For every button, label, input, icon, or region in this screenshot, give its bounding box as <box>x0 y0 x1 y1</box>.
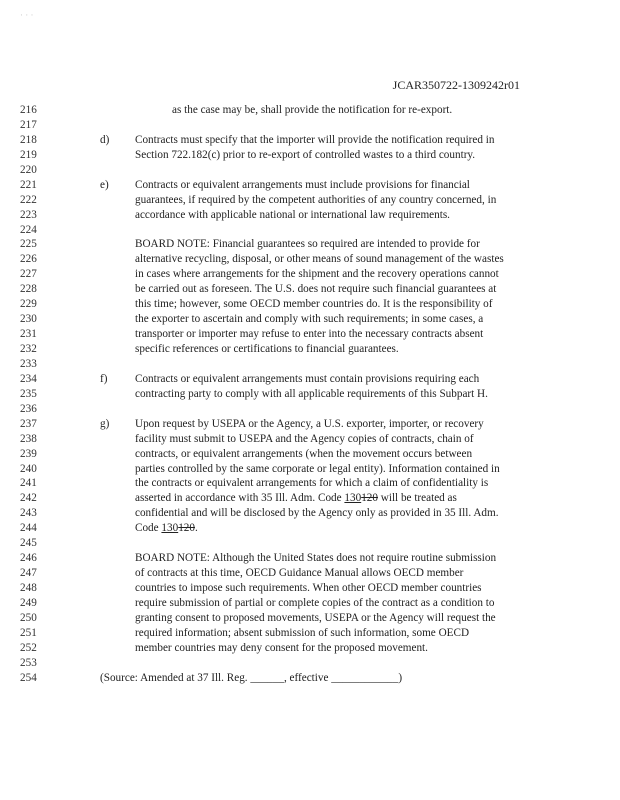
document-line <box>0 223 620 238</box>
line-text: BOARD NOTE: Although the United States does not require routine submission <box>135 552 497 565</box>
document-line <box>0 462 620 477</box>
inserted-text: 130 <box>344 492 362 505</box>
line-number: 253 <box>20 656 37 669</box>
line-text: specific references or certifications to financial guarantees. <box>135 343 399 355</box>
document-line <box>0 148 620 163</box>
scan-mark: · · · <box>20 10 34 20</box>
line-number: 228 <box>20 283 37 296</box>
line-number: 238 <box>20 432 37 445</box>
document-line <box>0 447 620 462</box>
line-text: this time; however, some OECD member countries do. It is the responsibility of <box>135 298 493 311</box>
document-line <box>0 566 620 581</box>
line-text: be carried out as foreseen. The U.S. does not require such financial guarantees at <box>135 283 497 296</box>
document-line <box>0 551 620 566</box>
document-line <box>0 163 620 178</box>
document-line <box>0 327 620 342</box>
line-number: 241 <box>20 477 37 490</box>
line-text: countries to impose such requirements. When other OECD member countries <box>135 582 482 594</box>
document-line <box>0 267 620 282</box>
document-line <box>0 581 620 596</box>
document-line <box>0 297 620 312</box>
document-line <box>0 193 620 208</box>
document-line <box>0 372 620 387</box>
document-line <box>0 432 620 447</box>
line-text: asserted in accordance with 35 Ill. Adm. Code 130120 will be treated as <box>135 492 457 505</box>
line-number: 221 <box>20 178 37 191</box>
line-text: Contracts or equivalent arrangements must include provisions for financial <box>135 178 470 191</box>
deleted-text: 120 <box>361 492 378 505</box>
line-number: 230 <box>20 313 37 326</box>
document-line <box>0 282 620 297</box>
line-text: Contracts must specify that the importer will provide the notification required in <box>135 133 495 146</box>
line-number: 222 <box>20 193 37 206</box>
line-text: member countries may deny consent for the proposed movement. <box>135 641 428 654</box>
document-line <box>0 521 620 536</box>
line-number: 250 <box>20 611 37 624</box>
line-number: 219 <box>20 148 37 161</box>
line-text: parties controlled by the same corporate or legal entity). Information contained in <box>135 462 500 475</box>
line-number: 227 <box>20 268 37 281</box>
line-text: Contracts or equivalent arrangements must contain provisions requiring each <box>135 372 480 385</box>
line-number: 248 <box>20 582 37 594</box>
document-line <box>0 596 620 611</box>
line-number: 216 <box>20 104 37 116</box>
line-number: 236 <box>20 402 37 415</box>
line-text: BOARD NOTE: Financial guarantees so required are intended to provide for <box>135 238 480 251</box>
line-number: 245 <box>20 537 37 550</box>
line-number: 217 <box>20 118 37 131</box>
line-number: 231 <box>20 328 37 341</box>
line-number: 226 <box>20 253 37 266</box>
line-number: 254 <box>20 671 37 684</box>
line-number: 232 <box>20 343 37 355</box>
document-line <box>0 252 620 267</box>
line-number: 240 <box>20 462 37 475</box>
deleted-text: 120 <box>178 522 195 535</box>
document-line <box>0 656 620 671</box>
document-line <box>0 417 620 432</box>
line-number: 239 <box>20 447 37 460</box>
line-number: 251 <box>20 626 37 639</box>
document-line <box>0 491 620 506</box>
line-text: transporter or importer may refuse to enter into the necessary contracts absent <box>135 328 484 341</box>
document-line <box>0 626 620 641</box>
document-line <box>0 312 620 327</box>
line-number: 235 <box>20 387 37 400</box>
subsection-label: e) <box>100 178 109 191</box>
line-number: 246 <box>20 552 37 565</box>
document-line <box>0 178 620 193</box>
line-text: Upon request by USEPA or the Agency, a U.S. exporter, importer, or recovery <box>135 417 484 430</box>
document-line <box>0 536 620 551</box>
document-line <box>0 118 620 133</box>
line-text: accordance with applicable national or international law requirements. <box>135 208 450 221</box>
document-id: JCAR350722-1309242r01 <box>392 78 520 92</box>
line-number: 244 <box>20 522 37 535</box>
document-line <box>0 237 620 252</box>
document-line <box>0 133 620 148</box>
line-text: contracts, or equivalent arrangements (when the movement occurs between <box>135 447 473 460</box>
line-text: Code 130120. <box>135 522 198 535</box>
line-number: 249 <box>20 596 37 609</box>
inserted-text: 130 <box>161 522 179 535</box>
document-line <box>0 342 620 357</box>
line-text: confidential and will be disclosed by the Agency only as provided in 35 Ill. Adm. <box>135 507 499 520</box>
line-number: 223 <box>20 208 37 221</box>
line-text: the contracts or equivalent arrangements for which a claim of confidentiality is <box>135 477 489 490</box>
document-line <box>0 357 620 372</box>
line-number: 252 <box>20 641 37 654</box>
line-number: 243 <box>20 507 37 520</box>
line-text: of contracts at this time, OECD Guidance Manual allows OECD member <box>135 567 464 580</box>
document-line <box>0 103 620 118</box>
document-line <box>0 641 620 656</box>
line-text: required information; absent submission of such information, some OECD <box>135 626 470 639</box>
document-line <box>0 387 620 402</box>
line-number: 218 <box>20 133 37 146</box>
line-text: as the case may be, shall provide the notification for re-export. <box>172 104 453 116</box>
line-text: facility must submit to USEPA and the Agency copies of contracts, chain of <box>135 432 474 445</box>
numbered-lines <box>0 103 620 686</box>
document-line <box>0 671 620 686</box>
subsection-label: g) <box>100 417 110 430</box>
line-text: Section 722.182(c) prior to re-export of controlled wastes to a third country. <box>135 148 476 161</box>
document-line <box>0 611 620 626</box>
document-line <box>0 506 620 521</box>
line-number: 233 <box>20 357 37 370</box>
line-text: require submission of partial or complete copies of the contract as a condition to <box>135 596 495 609</box>
subsection-label: f) <box>100 372 108 385</box>
document-line <box>0 476 620 491</box>
document-line <box>0 402 620 417</box>
subsection-label: d) <box>100 133 110 146</box>
line-number: 220 <box>20 163 37 176</box>
line-text: granting consent to proposed movements, USEPA or the Agency will request the <box>135 611 496 624</box>
line-text: in cases where arrangements for the shipment and the recovery operations cannot <box>135 268 499 281</box>
line-number: 242 <box>20 492 37 505</box>
line-text: (Source: Amended at 37 Ill. Reg. ______, effective ____________) <box>100 671 403 684</box>
line-number: 247 <box>20 567 37 580</box>
line-number: 229 <box>20 298 37 311</box>
line-text: contracting party to comply with all applicable requirements of this Subpart H. <box>135 387 488 400</box>
line-number: 224 <box>20 223 37 236</box>
line-text: alternative recycling, disposal, or other means of sound management of the wastes <box>135 253 504 266</box>
line-number: 225 <box>20 238 37 251</box>
line-number: 237 <box>20 417 37 430</box>
line-number: 234 <box>20 372 37 385</box>
line-text: the exporter to ascertain and comply with such requirements; in some cases, a <box>135 313 484 326</box>
line-text: guarantees, if required by the competent authorities of any country concerned, in <box>135 193 497 206</box>
document-line <box>0 208 620 223</box>
